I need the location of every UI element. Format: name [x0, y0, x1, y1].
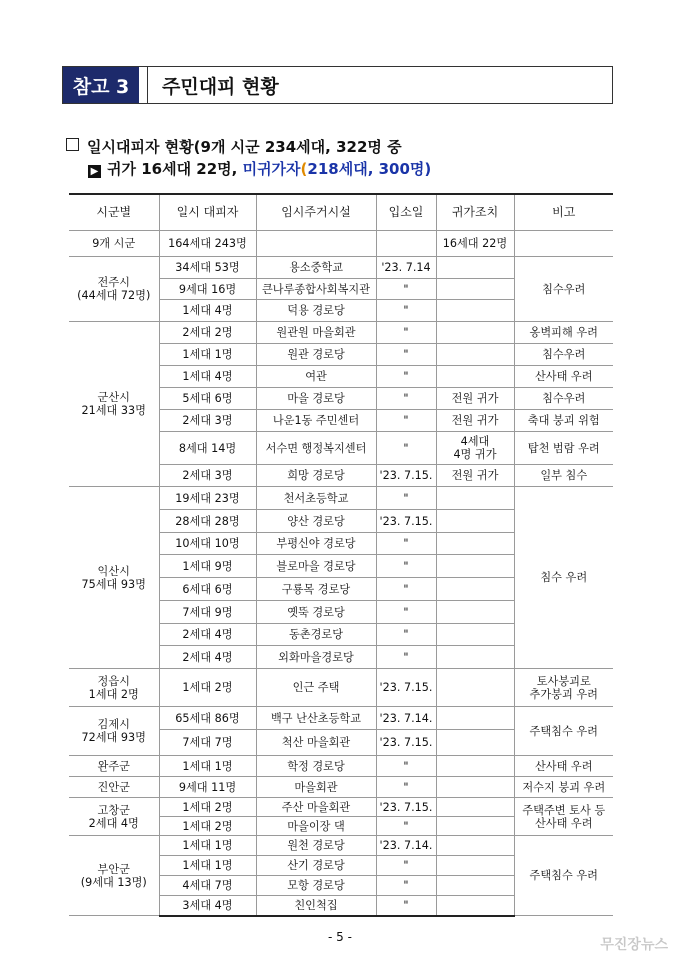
summary-not-returned-label: 미귀가자: [242, 160, 301, 178]
cell-return: 전원 귀가: [436, 388, 514, 410]
cell-evacuees: 1세대 2명: [159, 669, 256, 707]
cell-note: [514, 231, 613, 257]
cell-evacuees: 164세대 243명: [159, 231, 256, 257]
cell-date: '23. 7.15.: [376, 730, 436, 756]
cell-evacuees: 9세대 16명: [159, 279, 256, 300]
cell-evacuees: 1세대 1명: [159, 836, 256, 856]
cell-return: [436, 856, 514, 876]
cell-return: [436, 896, 514, 916]
cell-return: 전원 귀가: [436, 465, 514, 487]
cell-facility: 원관원 마을회관: [256, 322, 376, 344]
cell-facility: 부평신야 경로당: [256, 533, 376, 555]
summary-detail: (9개 시군 234세대, 322명 중: [193, 138, 402, 156]
cell-return: [436, 836, 514, 856]
cell-return: [436, 798, 514, 817]
cell-note: 축대 붕괴 위험: [514, 410, 613, 432]
cell-return: [436, 707, 514, 730]
cell-facility: 모항 경로당: [256, 876, 376, 896]
arrow-right-icon: ▶: [88, 165, 101, 178]
cell-date: '23. 7.15.: [376, 510, 436, 533]
cell-region: 전주시 (44세대 72명): [69, 257, 159, 322]
cell-facility: 덕용 경로당: [256, 300, 376, 322]
cell-evacuees: 10세대 10명: [159, 533, 256, 555]
table-row: [69, 756, 613, 777]
cell-region: 부안군 (9세대 13명): [69, 836, 159, 916]
cell-return: [436, 601, 514, 624]
cell-return: 전원 귀가: [436, 410, 514, 432]
cell-facility: 주산 마을회관: [256, 798, 376, 817]
page-number: - 5 -: [328, 930, 352, 944]
cell-region: 완주군: [69, 756, 159, 777]
cell-date: '23. 7.14.: [376, 836, 436, 856]
cell-evacuees: 2세대 4명: [159, 624, 256, 646]
checkbox-square-icon: [66, 138, 79, 151]
cell-facility: 옛뚝 경로당: [256, 601, 376, 624]
cell-facility: 원천 경로당: [256, 836, 376, 856]
cell-region: 정읍시 1세대 2명: [69, 669, 159, 707]
cell-facility: 원관 경로당: [256, 344, 376, 366]
cell-note: 주택침수 우려: [514, 836, 613, 916]
cell-date: ": [376, 366, 436, 388]
cell-evacuees: 6세대 6명: [159, 578, 256, 601]
cell-note: 침수 우려: [514, 487, 613, 669]
cell-note: 일부 침수: [514, 465, 613, 487]
cell-return: [436, 817, 514, 836]
cell-date: ": [376, 487, 436, 510]
cell-evacuees: 2세대 3명: [159, 410, 256, 432]
cell-facility: 학정 경로당: [256, 756, 376, 777]
header-divider: [139, 67, 148, 103]
cell-date: ": [376, 279, 436, 300]
cell-date: '23. 7.14.: [376, 707, 436, 730]
cell-evacuees: 28세대 28명: [159, 510, 256, 533]
col-header-date: 입소일: [376, 194, 436, 231]
cell-return: [436, 257, 514, 279]
cell-region: 고창군 2세대 4명: [69, 798, 159, 836]
cell-evacuees: 1세대 9명: [159, 555, 256, 578]
cell-facility: [256, 231, 376, 257]
cell-return: [436, 487, 514, 510]
cell-return: [436, 510, 514, 533]
cell-date: ": [376, 555, 436, 578]
section-label: 참고 3: [63, 67, 139, 103]
cell-facility: 천서초등학교: [256, 487, 376, 510]
cell-date: ": [376, 410, 436, 432]
cell-return: [436, 777, 514, 798]
cell-facility: 구룡목 경로당: [256, 578, 376, 601]
cell-date: ": [376, 601, 436, 624]
cell-facility: 인근 주택: [256, 669, 376, 707]
cell-date: ": [376, 578, 436, 601]
cell-note: 침수우려: [514, 344, 613, 366]
cell-evacuees: 2세대 4명: [159, 646, 256, 669]
cell-date: ": [376, 896, 436, 916]
cell-evacuees: 65세대 86명: [159, 707, 256, 730]
section-title: 주민대피 현황: [162, 75, 279, 98]
cell-return: [436, 279, 514, 300]
cell-return: [436, 756, 514, 777]
cell-facility: 서수면 행정복지센터: [256, 432, 376, 465]
cell-facility: 외화마을경로당: [256, 646, 376, 669]
cell-evacuees: 1세대 1명: [159, 856, 256, 876]
cell-evacuees: 7세대 9명: [159, 601, 256, 624]
cell-date: ": [376, 322, 436, 344]
table-row: [69, 669, 613, 707]
cell-note: 침수우려: [514, 388, 613, 410]
table-row-total: [69, 231, 613, 257]
cell-evacuees: 1세대 2명: [159, 798, 256, 817]
cell-return: [436, 578, 514, 601]
cell-note: 산사태 우려: [514, 756, 613, 777]
col-header-return: 귀가조치: [436, 194, 514, 231]
cell-facility: 블로마을 경로당: [256, 555, 376, 578]
watermark: 무진장뉴스: [600, 937, 668, 953]
cell-note: 탑천 범람 우려: [514, 432, 613, 465]
cell-return: [436, 555, 514, 578]
cell-return: [436, 533, 514, 555]
cell-date: ": [376, 388, 436, 410]
evacuee-table: [69, 193, 613, 917]
cell-date: ": [376, 856, 436, 876]
cell-evacuees: 19세대 23명: [159, 487, 256, 510]
cell-evacuees: 1세대 1명: [159, 756, 256, 777]
cell-facility: 친인척집: [256, 896, 376, 916]
summary-main: 일시대피자 현황: [87, 138, 194, 156]
cell-facility: 큰나루종합사회복지관: [256, 279, 376, 300]
cell-date: ": [376, 432, 436, 465]
cell-region: 9개 시군: [69, 231, 159, 257]
cell-date: ": [376, 300, 436, 322]
cell-evacuees: 1세대 2명: [159, 817, 256, 836]
col-header-facility: 임시주거시설: [256, 194, 376, 231]
cell-evacuees: 3세대 4명: [159, 896, 256, 916]
cell-evacuees: 2세대 3명: [159, 465, 256, 487]
cell-note: 주택주변 토사 등 산사태 우려: [514, 798, 613, 836]
cell-note: 저수지 붕괴 우려: [514, 777, 613, 798]
table-row: [69, 322, 613, 344]
cell-return: [436, 646, 514, 669]
cell-date: ": [376, 533, 436, 555]
cell-return: [436, 730, 514, 756]
cell-facility: 양산 경로당: [256, 510, 376, 533]
col-header-evacuees: 일시 대피자: [159, 194, 256, 231]
summary-line-2: [66, 158, 431, 180]
section-header: [62, 66, 613, 104]
cell-region: 진안군: [69, 777, 159, 798]
table-row: [69, 257, 613, 279]
cell-date: '23. 7.15.: [376, 798, 436, 817]
cell-return: 4세대 4명 귀가: [436, 432, 514, 465]
cell-facility: 여관: [256, 366, 376, 388]
cell-return: [436, 322, 514, 344]
cell-evacuees: 4세대 7명: [159, 876, 256, 896]
table-row: [69, 707, 613, 730]
cell-region: 군산시 21세대 33명: [69, 322, 159, 487]
cell-return: [436, 344, 514, 366]
cell-facility: 나운1동 주민센터: [256, 410, 376, 432]
cell-evacuees: 1세대 1명: [159, 344, 256, 366]
summary-not-returned-count: 218세대, 300명): [307, 160, 432, 178]
cell-date: ": [376, 646, 436, 669]
cell-return: [436, 669, 514, 707]
cell-return: [436, 366, 514, 388]
table-row: [69, 487, 613, 510]
cell-date: ": [376, 817, 436, 836]
cell-return: 16세대 22명: [436, 231, 514, 257]
cell-note: 옹벽피해 우려: [514, 322, 613, 344]
cell-date: ": [376, 624, 436, 646]
cell-facility: 용소중학교: [256, 257, 376, 279]
cell-note: 토사붕괴로 추가붕괴 우려: [514, 669, 613, 707]
cell-date: [376, 231, 436, 257]
summary-returned: 귀가 16세대 22명,: [107, 160, 238, 178]
cell-evacuees: 1세대 4명: [159, 366, 256, 388]
cell-evacuees: 34세대 53명: [159, 257, 256, 279]
cell-date: '23. 7.14: [376, 257, 436, 279]
cell-facility: 희망 경로당: [256, 465, 376, 487]
cell-region: 익산시 75세대 93명: [69, 487, 159, 669]
table-row: [69, 798, 613, 817]
cell-return: [436, 300, 514, 322]
cell-evacuees: 2세대 2명: [159, 322, 256, 344]
table-header-row: [69, 194, 613, 231]
cell-date: '23. 7.15.: [376, 669, 436, 707]
table-row: [69, 836, 613, 856]
cell-date: ": [376, 876, 436, 896]
summary-line-1: [66, 136, 431, 158]
cell-region: 김제시 72세대 93명: [69, 707, 159, 756]
cell-note: 주택침수 우려: [514, 707, 613, 756]
cell-note: 산사태 우려: [514, 366, 613, 388]
cell-evacuees: 8세대 14명: [159, 432, 256, 465]
cell-facility: 동촌경로당: [256, 624, 376, 646]
cell-return: [436, 624, 514, 646]
cell-evacuees: 9세대 11명: [159, 777, 256, 798]
cell-date: '23. 7.15.: [376, 465, 436, 487]
cell-facility: 마을회관: [256, 777, 376, 798]
cell-facility: 마을이장 댁: [256, 817, 376, 836]
cell-date: ": [376, 344, 436, 366]
summary: [66, 136, 431, 180]
cell-facility: 척산 마을회관: [256, 730, 376, 756]
cell-facility: 마을 경로당: [256, 388, 376, 410]
col-header-region: 시군별: [69, 194, 159, 231]
cell-facility: 백구 난산초등학교: [256, 707, 376, 730]
bracket-mark: (: [300, 160, 308, 178]
cell-date: ": [376, 756, 436, 777]
cell-evacuees: 1세대 4명: [159, 300, 256, 322]
table-row: [69, 777, 613, 798]
cell-date: ": [376, 777, 436, 798]
cell-return: [436, 876, 514, 896]
cell-facility: 산기 경로당: [256, 856, 376, 876]
cell-evacuees: 7세대 7명: [159, 730, 256, 756]
cell-evacuees: 5세대 6명: [159, 388, 256, 410]
cell-note: 침수우려: [514, 257, 613, 322]
col-header-note: 비고: [514, 194, 613, 231]
